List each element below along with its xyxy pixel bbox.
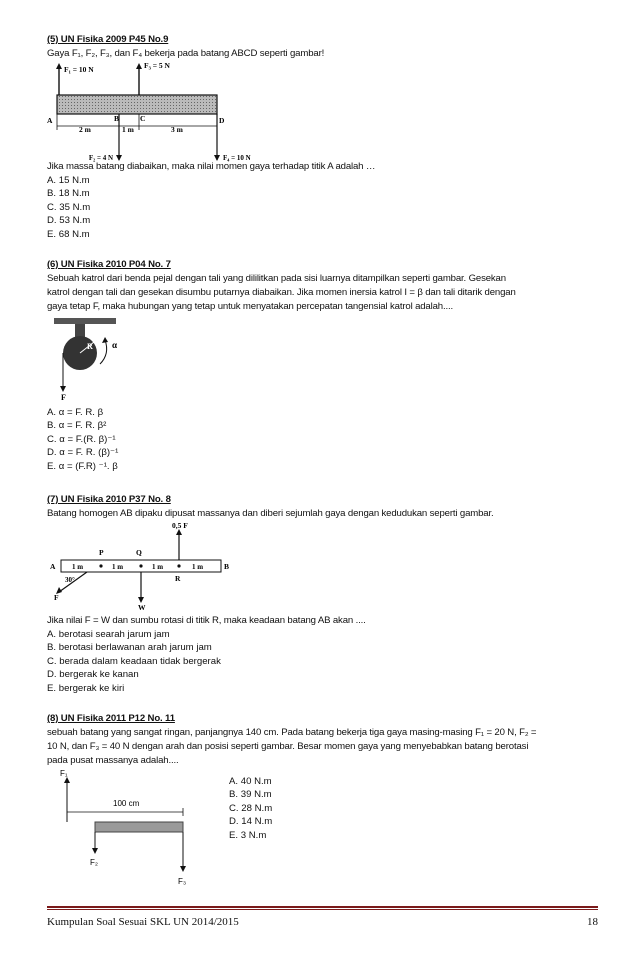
question-line-2: katrol dengan tali dan gesekan disumbu putarnya diabaikan. Jika momen inersia katrol I = β dan tali ditarik dengan xyxy=(47,287,516,298)
question-7 xyxy=(47,493,607,521)
option-b: B. berotasi berlawanan arah jarum jam xyxy=(47,642,212,654)
question-text: Jika massa batang diabaikan, maka nilai momen gaya terhadap titik A adalah … xyxy=(47,161,376,172)
question-line-1: sebuah batang yang sangat ringan, panjangnya 140 cm. Pada batang bekerja tiga gaya masing-masing F₁ = 20 N, F₂ = xyxy=(47,727,537,738)
option-e: E. 68 N.m xyxy=(47,228,90,240)
beam xyxy=(57,95,217,114)
seg-3: 1 m xyxy=(152,563,164,571)
option-a: A. 40 N.m xyxy=(229,776,272,787)
question-line-1: Sebuah katrol dari benda pejal dengan tali yang dililitkan pada sisi luarnya ditampilkan seperti gambar. Gesekan xyxy=(47,273,506,284)
pulley-figure xyxy=(50,318,140,400)
question-line-3: gaya tetap F, maka hubungan yang tetap untuk menyatakan percepatan tangensial katrol adalah.... xyxy=(47,301,454,312)
point-q: Q xyxy=(136,548,142,557)
length-label: 100 cm xyxy=(113,799,140,808)
seg-1: 1 m xyxy=(72,563,84,571)
point-b: B xyxy=(114,114,120,123)
beam-abcd-figure xyxy=(47,60,251,162)
question-text: Jika nilai F = W dan sumbu rotasi di titik R, maka keadaan batang AB akan .... xyxy=(47,615,366,626)
point-d: D xyxy=(219,116,225,125)
seg-2: 1 m xyxy=(112,563,124,571)
ceiling xyxy=(54,318,116,324)
option-a: A. α = F. R. β xyxy=(47,407,104,418)
f1-label: F₁ xyxy=(60,769,68,778)
alpha-label: α xyxy=(112,340,118,350)
point-p: P xyxy=(99,548,104,557)
f2-label: F₂ xyxy=(90,858,98,867)
question-8 xyxy=(47,712,607,768)
f2-label: F₂ = 4 N xyxy=(88,154,113,162)
option-a: A. berotasi searah jarum jam xyxy=(47,629,170,640)
footer-rule-thin xyxy=(47,909,598,910)
point-a: A xyxy=(50,562,56,571)
point-b: B xyxy=(224,562,230,571)
f1-label: F₁ = 10 N xyxy=(64,65,94,74)
option-e: E. 3 N.m xyxy=(229,829,267,841)
option-a: A. 15 N.m xyxy=(47,175,90,186)
question-header: (7) UN Fisika 2010 P37 No. 8 xyxy=(47,494,171,505)
rod xyxy=(95,822,183,832)
option-d: D. α = F. R. (β)⁻¹ xyxy=(47,447,119,459)
point-c: C xyxy=(140,114,146,123)
question-6-options xyxy=(47,406,607,473)
question-header: (6) UN Fisika 2010 P04 No. 7 xyxy=(47,259,171,270)
f4-label: F₄ = 10 N xyxy=(223,154,251,162)
question-prompt: Gaya F₁, F₂, F₃, dan F₄ bekerja pada batang ABCD seperti gambar! xyxy=(47,48,325,59)
question-header: (8) UN Fisika 2011 P12 No. 11 xyxy=(47,713,175,724)
radius-label: R xyxy=(87,342,93,351)
footer-title: Kumpulan Soal Sesuai SKL UN 2014/2015 xyxy=(47,916,239,928)
footer-rule xyxy=(47,906,598,908)
force-half-f: 0,5 F xyxy=(172,521,188,530)
question-header: (5) UN Fisika 2009 P45 No.9 xyxy=(47,34,169,45)
option-c: C. 35 N.m xyxy=(47,201,91,213)
question-5 xyxy=(47,33,607,61)
angle-label: 30° xyxy=(65,576,75,584)
option-b: B. 39 N.m xyxy=(229,789,272,801)
page-number: 18 xyxy=(587,916,598,928)
rod-ab-figure xyxy=(47,520,247,610)
light-rod-figure xyxy=(55,766,205,888)
dim-2m: 2 m xyxy=(79,125,91,134)
question-6 xyxy=(47,258,607,314)
question-7-body xyxy=(47,614,607,695)
question-8-options xyxy=(229,775,272,842)
dim-3m: 3 m xyxy=(171,125,183,134)
point-a: A xyxy=(47,116,53,125)
option-d: D. 53 N.m xyxy=(47,215,91,227)
option-d: D. 14 N.m xyxy=(229,816,273,828)
option-b: B. α = F. R. β² xyxy=(47,420,107,432)
f3-label: F₃ xyxy=(178,877,187,886)
question-line-2: 10 N, dan F₃ = 40 N dengan arah dan posisi seperti gambar. Besar momen gaya yang menyebabkan batang berotasi xyxy=(47,741,529,752)
f3-label: F₃ = 5 N xyxy=(144,61,170,70)
question-5-body xyxy=(47,160,607,241)
option-b: B. 18 N.m xyxy=(47,188,90,200)
option-e: E. bergerak ke kiri xyxy=(47,682,125,694)
option-c: C. 28 N.m xyxy=(229,802,273,814)
point-r: R xyxy=(175,574,181,583)
option-d: D. bergerak ke kanan xyxy=(47,669,139,681)
weight-w: W xyxy=(138,603,146,612)
option-c: C. berada dalam keadaan tidak bergerak xyxy=(47,655,221,667)
force-f-label: F xyxy=(61,393,66,402)
seg-4: 1 m xyxy=(192,563,204,571)
dim-1m: 1 m xyxy=(122,125,134,134)
question-line-3: pada pusat massanya adalah.... xyxy=(47,755,179,766)
force-f: F xyxy=(54,593,59,602)
question-prompt: Batang homogen AB dipaku dipusat massanya dan diberi sejumlah gaya dengan kedudukan seperti gambar. xyxy=(47,508,494,519)
option-e: E. α = (F.R) ⁻¹. β xyxy=(47,460,118,472)
option-c: C. α = F.(R. β)⁻¹ xyxy=(47,433,116,445)
